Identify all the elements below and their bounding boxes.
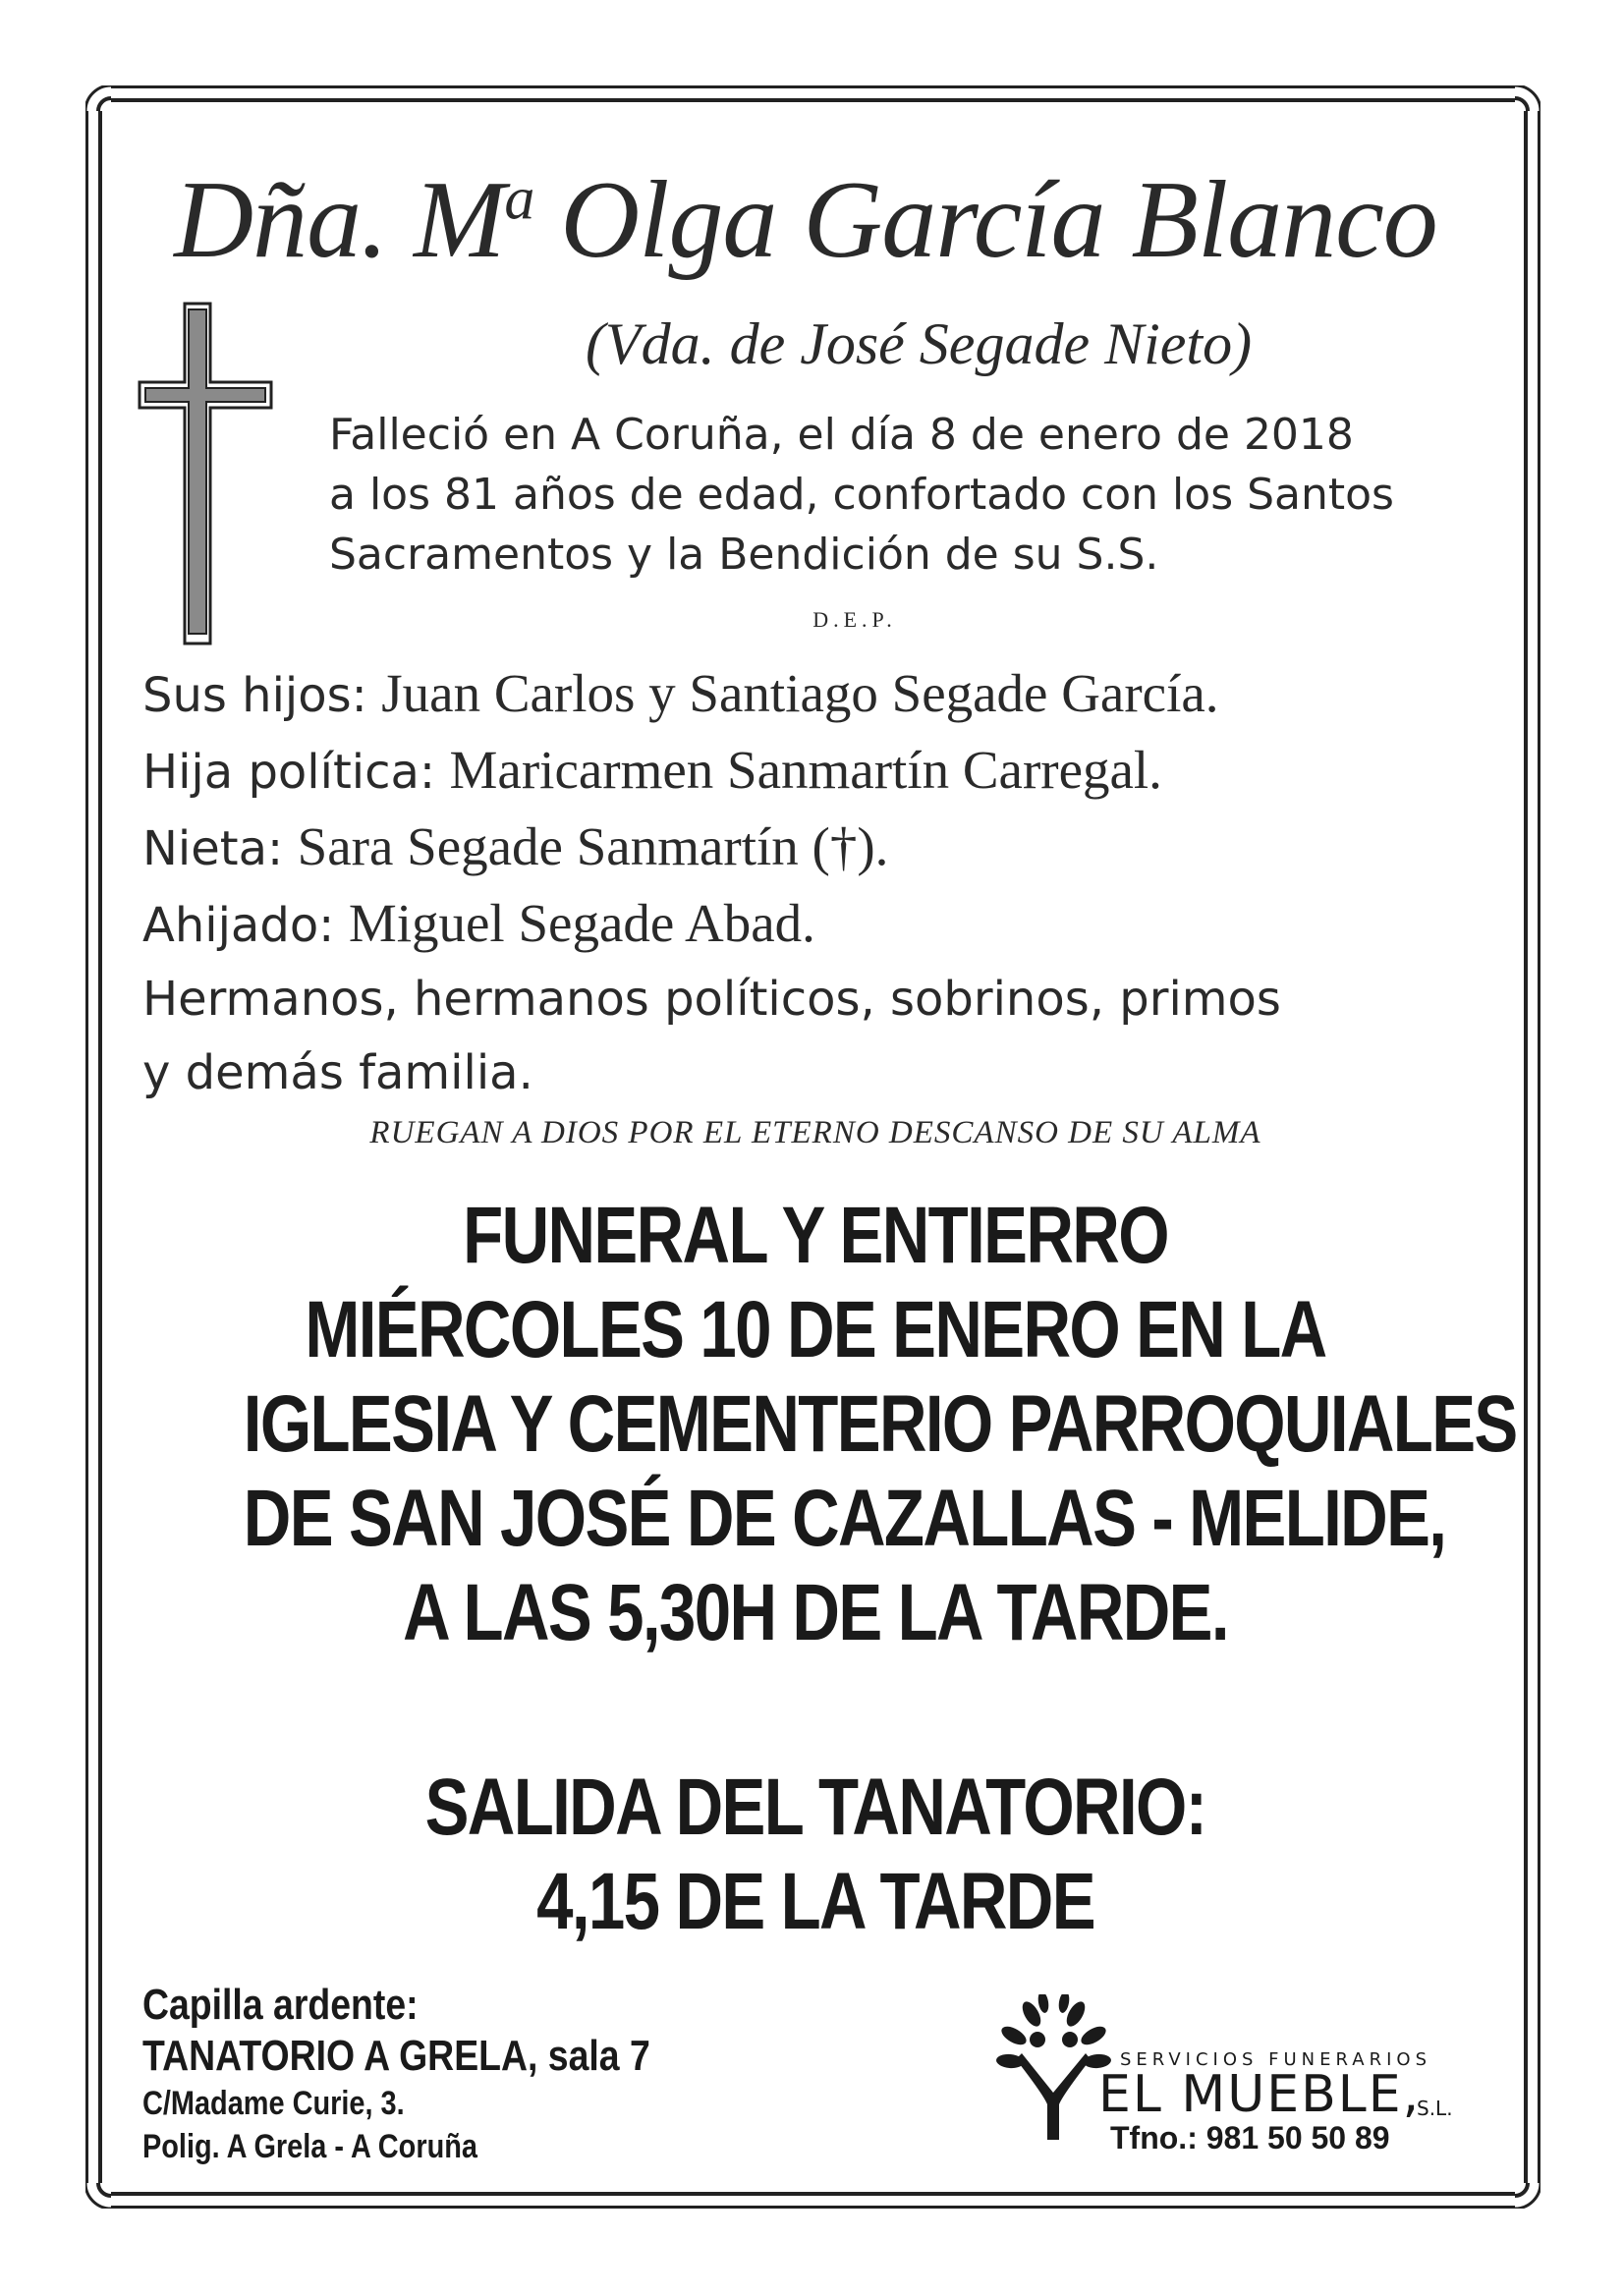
dep-abbreviation: D.E.P.	[812, 607, 897, 632]
family-label: Hija política:	[142, 745, 436, 800]
death-notice-line: a los 81 años de edad, confortado con los Santos	[329, 470, 1394, 520]
family-row	[142, 656, 1498, 733]
chapel-heading: Capilla ardente:	[142, 1981, 419, 2029]
deceased-name: Dña. $M^a$ Olga García Blanco	[174, 159, 1437, 281]
death-notice-line: Sacramentos y la Bendición de su S.S.	[329, 530, 1159, 580]
chapel-address: C/Madame Curie, 3.	[142, 2085, 405, 2122]
chapel-address: Polig. A Grela - A Coruña	[142, 2128, 477, 2165]
departure-line: 4,15 DE LA TARDE	[536, 1857, 1094, 1946]
logo-phone: Tfno.: 981 50 50 89	[1110, 2120, 1390, 2155]
logo-company-suffix: S.L.	[1417, 2097, 1453, 2120]
logo-company-name: EL MUEBLE,	[1098, 2065, 1422, 2124]
family-label: Nieta:	[142, 821, 284, 876]
family-row	[142, 886, 1498, 963]
death-notice-line: Falleció en A Coruña, el día 8 de enero de 2018	[329, 410, 1354, 460]
corner-ornament	[85, 85, 111, 111]
tree-people-logo-icon	[992, 1994, 1115, 2142]
family-value: Miguel Segade Abad.	[348, 893, 815, 953]
cross-icon	[138, 300, 275, 653]
funeral-line: DE SAN JOSÉ DE CAZALLAS - MELIDE,	[243, 1474, 1446, 1563]
funeral-line: IGLESIA Y CEMENTERIO PARROQUIALES	[243, 1379, 1517, 1469]
family-value: Juan Carlos y Santiago Segade García.	[381, 663, 1219, 723]
funeral-line: FUNERAL Y ENTIERRO	[463, 1191, 1168, 1280]
chapel-info	[142, 1980, 740, 2168]
corner-ornament	[1515, 2183, 1540, 2209]
family-others-line: Hermanos, hermanos políticos, sobrinos, primos	[142, 972, 1281, 1027]
family-label: Ahijado:	[142, 898, 335, 953]
family-value: Sara Segade Sanmartín (†).	[297, 816, 889, 876]
family-row	[142, 810, 1498, 886]
funeral-details	[118, 1189, 1517, 1660]
funeral-services-logo	[992, 1994, 1503, 2171]
departure-details	[118, 1761, 1513, 1949]
widow-of-line: (Vda. de José Segade Nieto)	[585, 311, 1253, 376]
corner-ornament	[85, 2183, 111, 2209]
funeral-line: MIÉRCOLES 10 DE ENERO EN LA	[305, 1285, 1326, 1374]
family-others-line: y demás familia.	[142, 1045, 533, 1100]
departure-line: SALIDA DEL TANATORIO:	[424, 1763, 1206, 1852]
chapel-place: TANATORIO A GRELA, sala 7	[142, 2032, 650, 2080]
family-list	[142, 656, 1498, 1110]
family-value: Maricarmen Sanmartín Carregal.	[449, 740, 1162, 800]
family-label: Sus hijos:	[142, 668, 367, 723]
family-row	[142, 733, 1498, 810]
corner-ornament	[1515, 85, 1540, 111]
funeral-line: A LAS 5,30H DE LA TARDE.	[403, 1568, 1228, 1657]
death-notice	[329, 405, 1484, 585]
prayer-line: RUEGAN A DIOS POR EL ETERNO DESCANSO DE SU ALMA	[369, 1115, 1261, 1150]
logo-services-text: SERVICIOS FUNERARIOS	[1120, 2049, 1432, 2070]
